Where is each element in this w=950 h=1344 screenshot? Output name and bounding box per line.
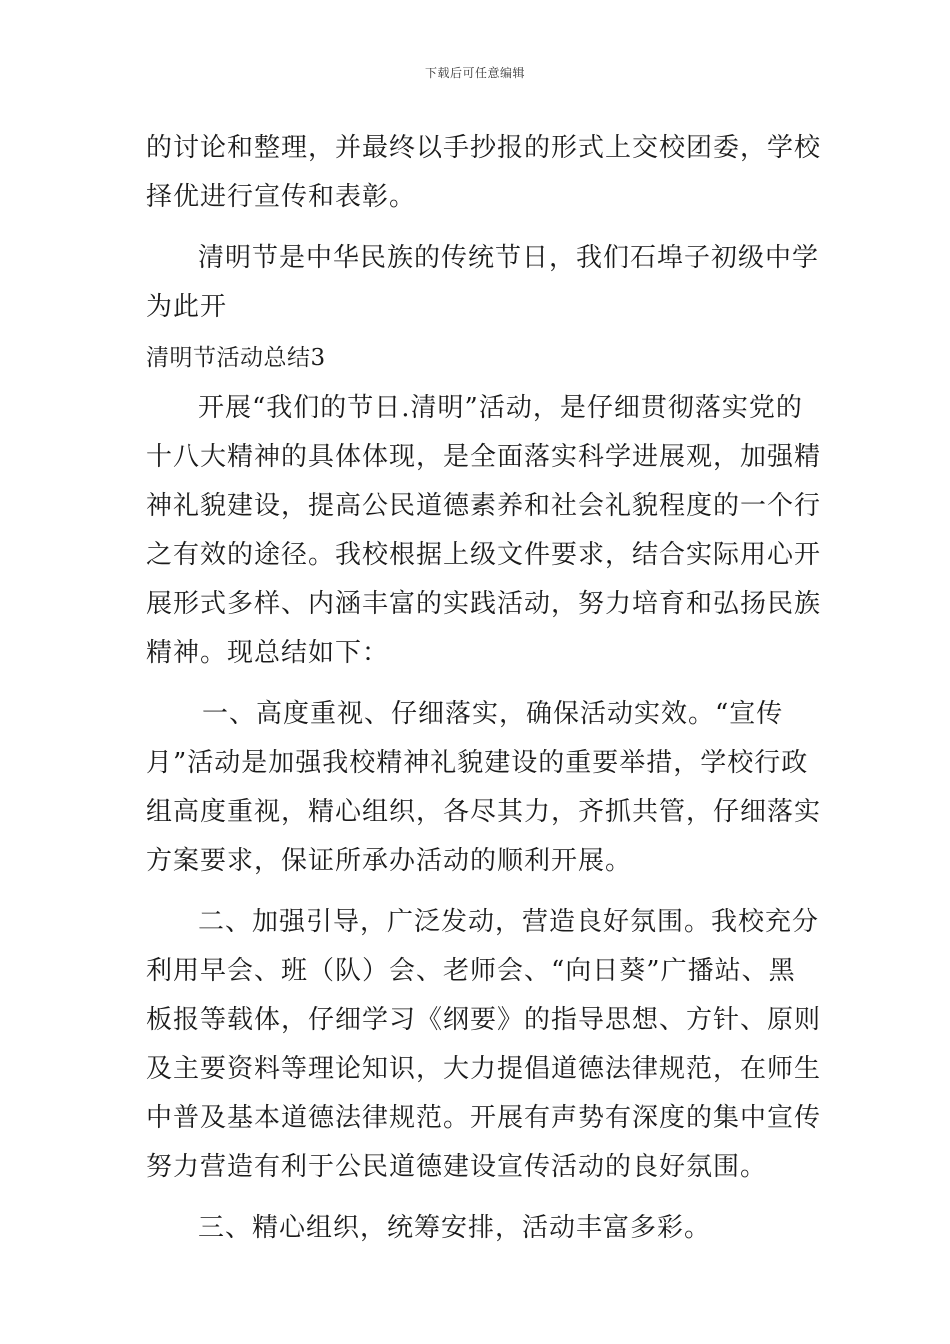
paragraph-2	[146, 234, 820, 332]
paragraph-line: 组高度重视，精心组织，各尽其力，齐抓共管，仔细落实	[146, 797, 822, 827]
section-heading-text: 清明节活动总结3	[146, 345, 326, 371]
paragraph-line: 三、精心组织，统筹安排，活动丰富多彩。	[198, 1213, 712, 1243]
paragraph-6	[146, 1204, 806, 1253]
paragraph-line: 方案要求，保证所承办活动的顺利开展。	[146, 846, 633, 876]
paragraph-line: 努力营造有利于公民道德建设宣传活动的良好氛围。	[146, 1152, 768, 1182]
paragraph-line: 一、高度重视、仔细落实，确保活动实效。“宣传	[202, 699, 784, 729]
paragraph-line: 及主要资料等理论知识，大力提倡道德法律规范，在师生	[146, 1054, 822, 1084]
paragraph-line: 十八大精神的具体体现，是全面落实科学进展观，加强精	[146, 442, 822, 472]
paragraph-line: 择优进行宣传和表彰。	[146, 182, 417, 212]
paragraph-4	[146, 690, 822, 886]
paragraph-line: 神礼貌建设，提高公民道德素养和社会礼貌程度的一个行	[146, 491, 822, 521]
document-body	[146, 124, 822, 1269]
paragraph-5	[146, 898, 822, 1192]
paragraph-3	[146, 384, 822, 678]
paragraph-line: 二、加强引导，广泛发动，营造良好氛围。我校充分	[198, 907, 820, 937]
paragraph-line: 展形式多样、内涵丰富的实践活动，努力培育和弘扬民族	[146, 589, 822, 619]
paragraph-line: 利用早会、班（队）会、老师会、“向日葵”广播站、黑	[146, 956, 796, 986]
paragraph-1	[146, 124, 822, 222]
paragraph-line: 的讨论和整理，并最终以手抄报的形式上交校团委，学校	[146, 133, 822, 163]
paragraph-line: 中普及基本道德法律规范。开展有声势有深度的集中宣传	[146, 1103, 822, 1133]
paragraph-line: 月”活动是加强我校精神礼貌建设的重要举措，学校行政	[146, 748, 809, 778]
paragraph-line: 为此开	[146, 292, 228, 322]
paragraph-line: 开展“我们的节日.清明”活动，是仔细贯彻落实党的	[198, 393, 803, 423]
paragraph-line: 清明节是中华民族的传统节日，我们石埠子初级中学	[198, 243, 820, 273]
paragraph-line: 之有效的途径。我校根据上级文件要求，结合实际用心开	[146, 540, 822, 570]
paragraph-line: 精神。现总结如下：	[146, 638, 390, 668]
section-heading	[146, 332, 806, 384]
paragraph-line: 板报等载体，仔细学习《纲要》的指导思想、方针、原则	[146, 1005, 822, 1035]
page-header: 下载后可任意编辑	[424, 66, 525, 80]
